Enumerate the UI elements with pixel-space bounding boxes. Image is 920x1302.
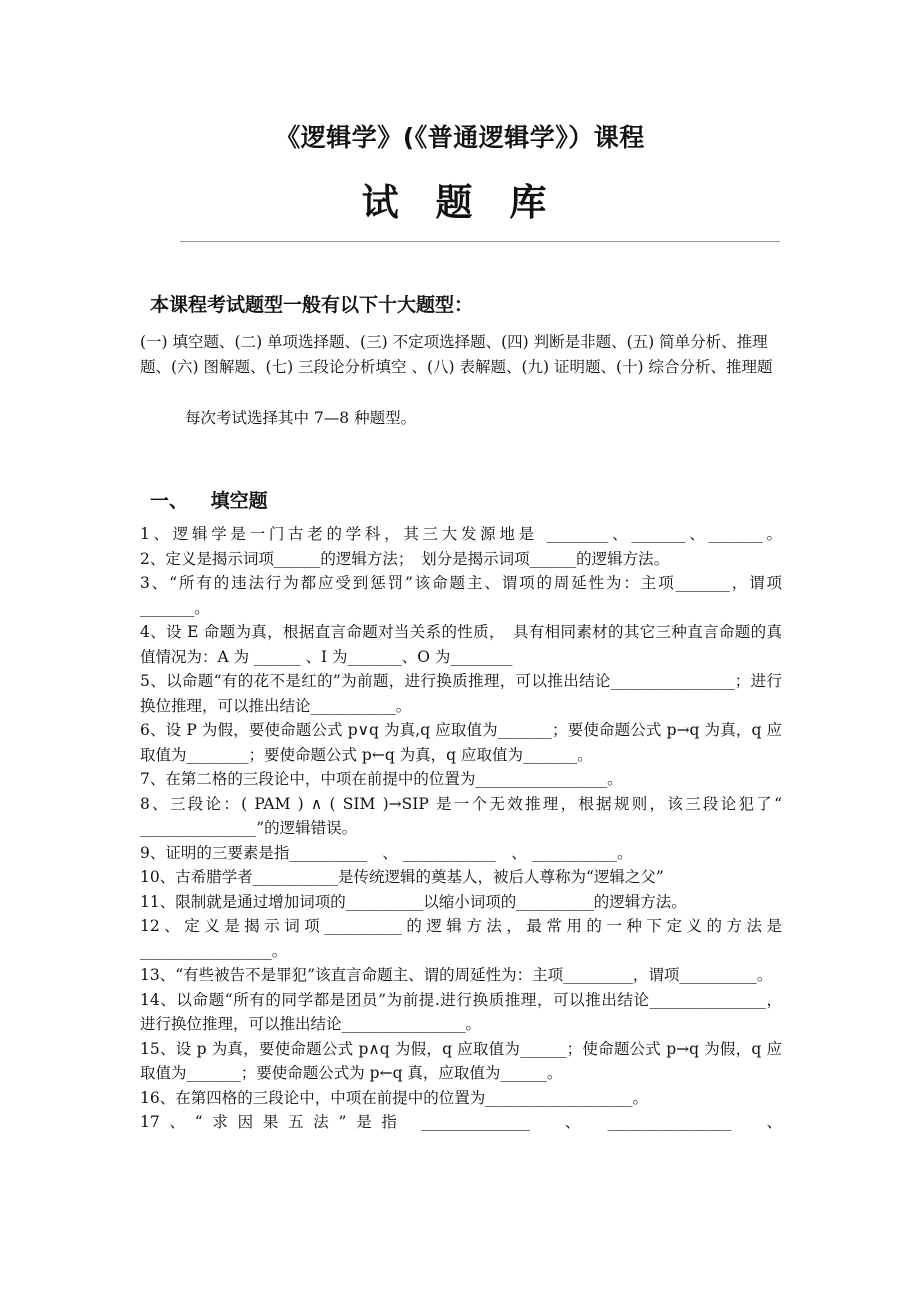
question-item: 6、设 P 为假，要使命题公式 p∨q 为真,q 应取值为_______；要使命题公式 p→q 为真，q 应取值为________；要使命题公式 p←q 为真，q 应取值为_______。 xyxy=(140,721,782,764)
title-divider xyxy=(180,241,780,242)
question-list xyxy=(140,522,798,1135)
question-item: 2、定义是揭示词项______的逻辑方法； 划分是揭示词项______的逻辑方法。 xyxy=(140,549,670,568)
intro-heading: 本课程考试题型一般有以下十大题型： xyxy=(150,294,474,316)
question-item: 9、证明的三要素是指__________ 、 ____________ 、 ___________。 xyxy=(140,843,633,862)
question-item: 1、逻辑学是一门古老的学科，其三大发源地是 ________、_______、_______。 xyxy=(140,525,782,543)
question-item: 11、限制就是通过增加词项的__________以缩小词项的__________的逻辑方法。 xyxy=(140,892,687,911)
question-item: 12、定义是揭示词项__________的逻辑方法，最常用的一种下定义的方法是_________________。 xyxy=(140,917,782,960)
exam-note: 每次考试选择其中 7—8 种题型。 xyxy=(185,409,417,427)
page-title: 《逻辑学》(《普通逻辑学》）课程 xyxy=(275,123,645,152)
question-types-paragraph: (一) 填空题、(二) 单项选择题、(三) 不定项选择题、(四) 判断是非题、(五) 简单分析、推理题、(六) 图解题、(七) 三段论分析填空 、(八) 表解题、(九) 证明题、(十) 综合分析、推理题 xyxy=(140,333,773,376)
question-item: 3、“所有的违法行为都应受到惩罚”该命题主、谓项的周延性为：主项_______，谓项_______。 xyxy=(140,574,782,617)
section-heading: 一、 填空题 xyxy=(150,490,268,512)
question-item: 16、在第四格的三段论中，中项在前提中的位置为___________________。 xyxy=(140,1088,648,1107)
question-item: 7、在第二格的三段论中，中项在前提中的位置为_________________。 xyxy=(140,770,623,788)
question-item: 17、“求因果五法”是指 ______________ 、 ________________ 、 xyxy=(140,1113,782,1131)
question-item: 15、设 p 为真，要使命题公式 p∧q 为假，q 应取值为______；使命题公式 p→q 为假，q 应取值为_______；要使命题公式为 p←q 真，应取值为______。 xyxy=(140,1039,782,1082)
question-item: 8、三段论：( PAM ) ∧ ( SIM )→SIP 是一个无效推理，根据规则，该三段论犯了“ _______________”的逻辑错误。 xyxy=(140,794,798,837)
question-item: 14、以命题“所有的同学都是团员”为前提.进行换质推理，可以推出结论_______________， 进行换位推理，可以推出结论________________。 xyxy=(140,990,782,1033)
question-item: 10、古希腊学者___________是传统逻辑的奠基人，被后人尊称为“逻辑之父” xyxy=(140,868,664,886)
question-item: 13、“有些被告不是罪犯”该直言命题主、谓的周延性为：主项_________，谓项__________。 xyxy=(140,966,773,984)
question-item: 5、以命题“有的花不是红的”为前题，进行换质推理，可以推出结论________________；进行换位推理，可以推出结论___________。 xyxy=(140,672,782,715)
page-subtitle: 试 题 库 xyxy=(361,181,559,224)
question-item: 4、设 E 命题为真，根据直言命题对当关系的性质， 具有相同素材的其它三种直言命题的真值情况为：A 为 ______ 、I 为_______、O 为________ xyxy=(140,623,782,666)
